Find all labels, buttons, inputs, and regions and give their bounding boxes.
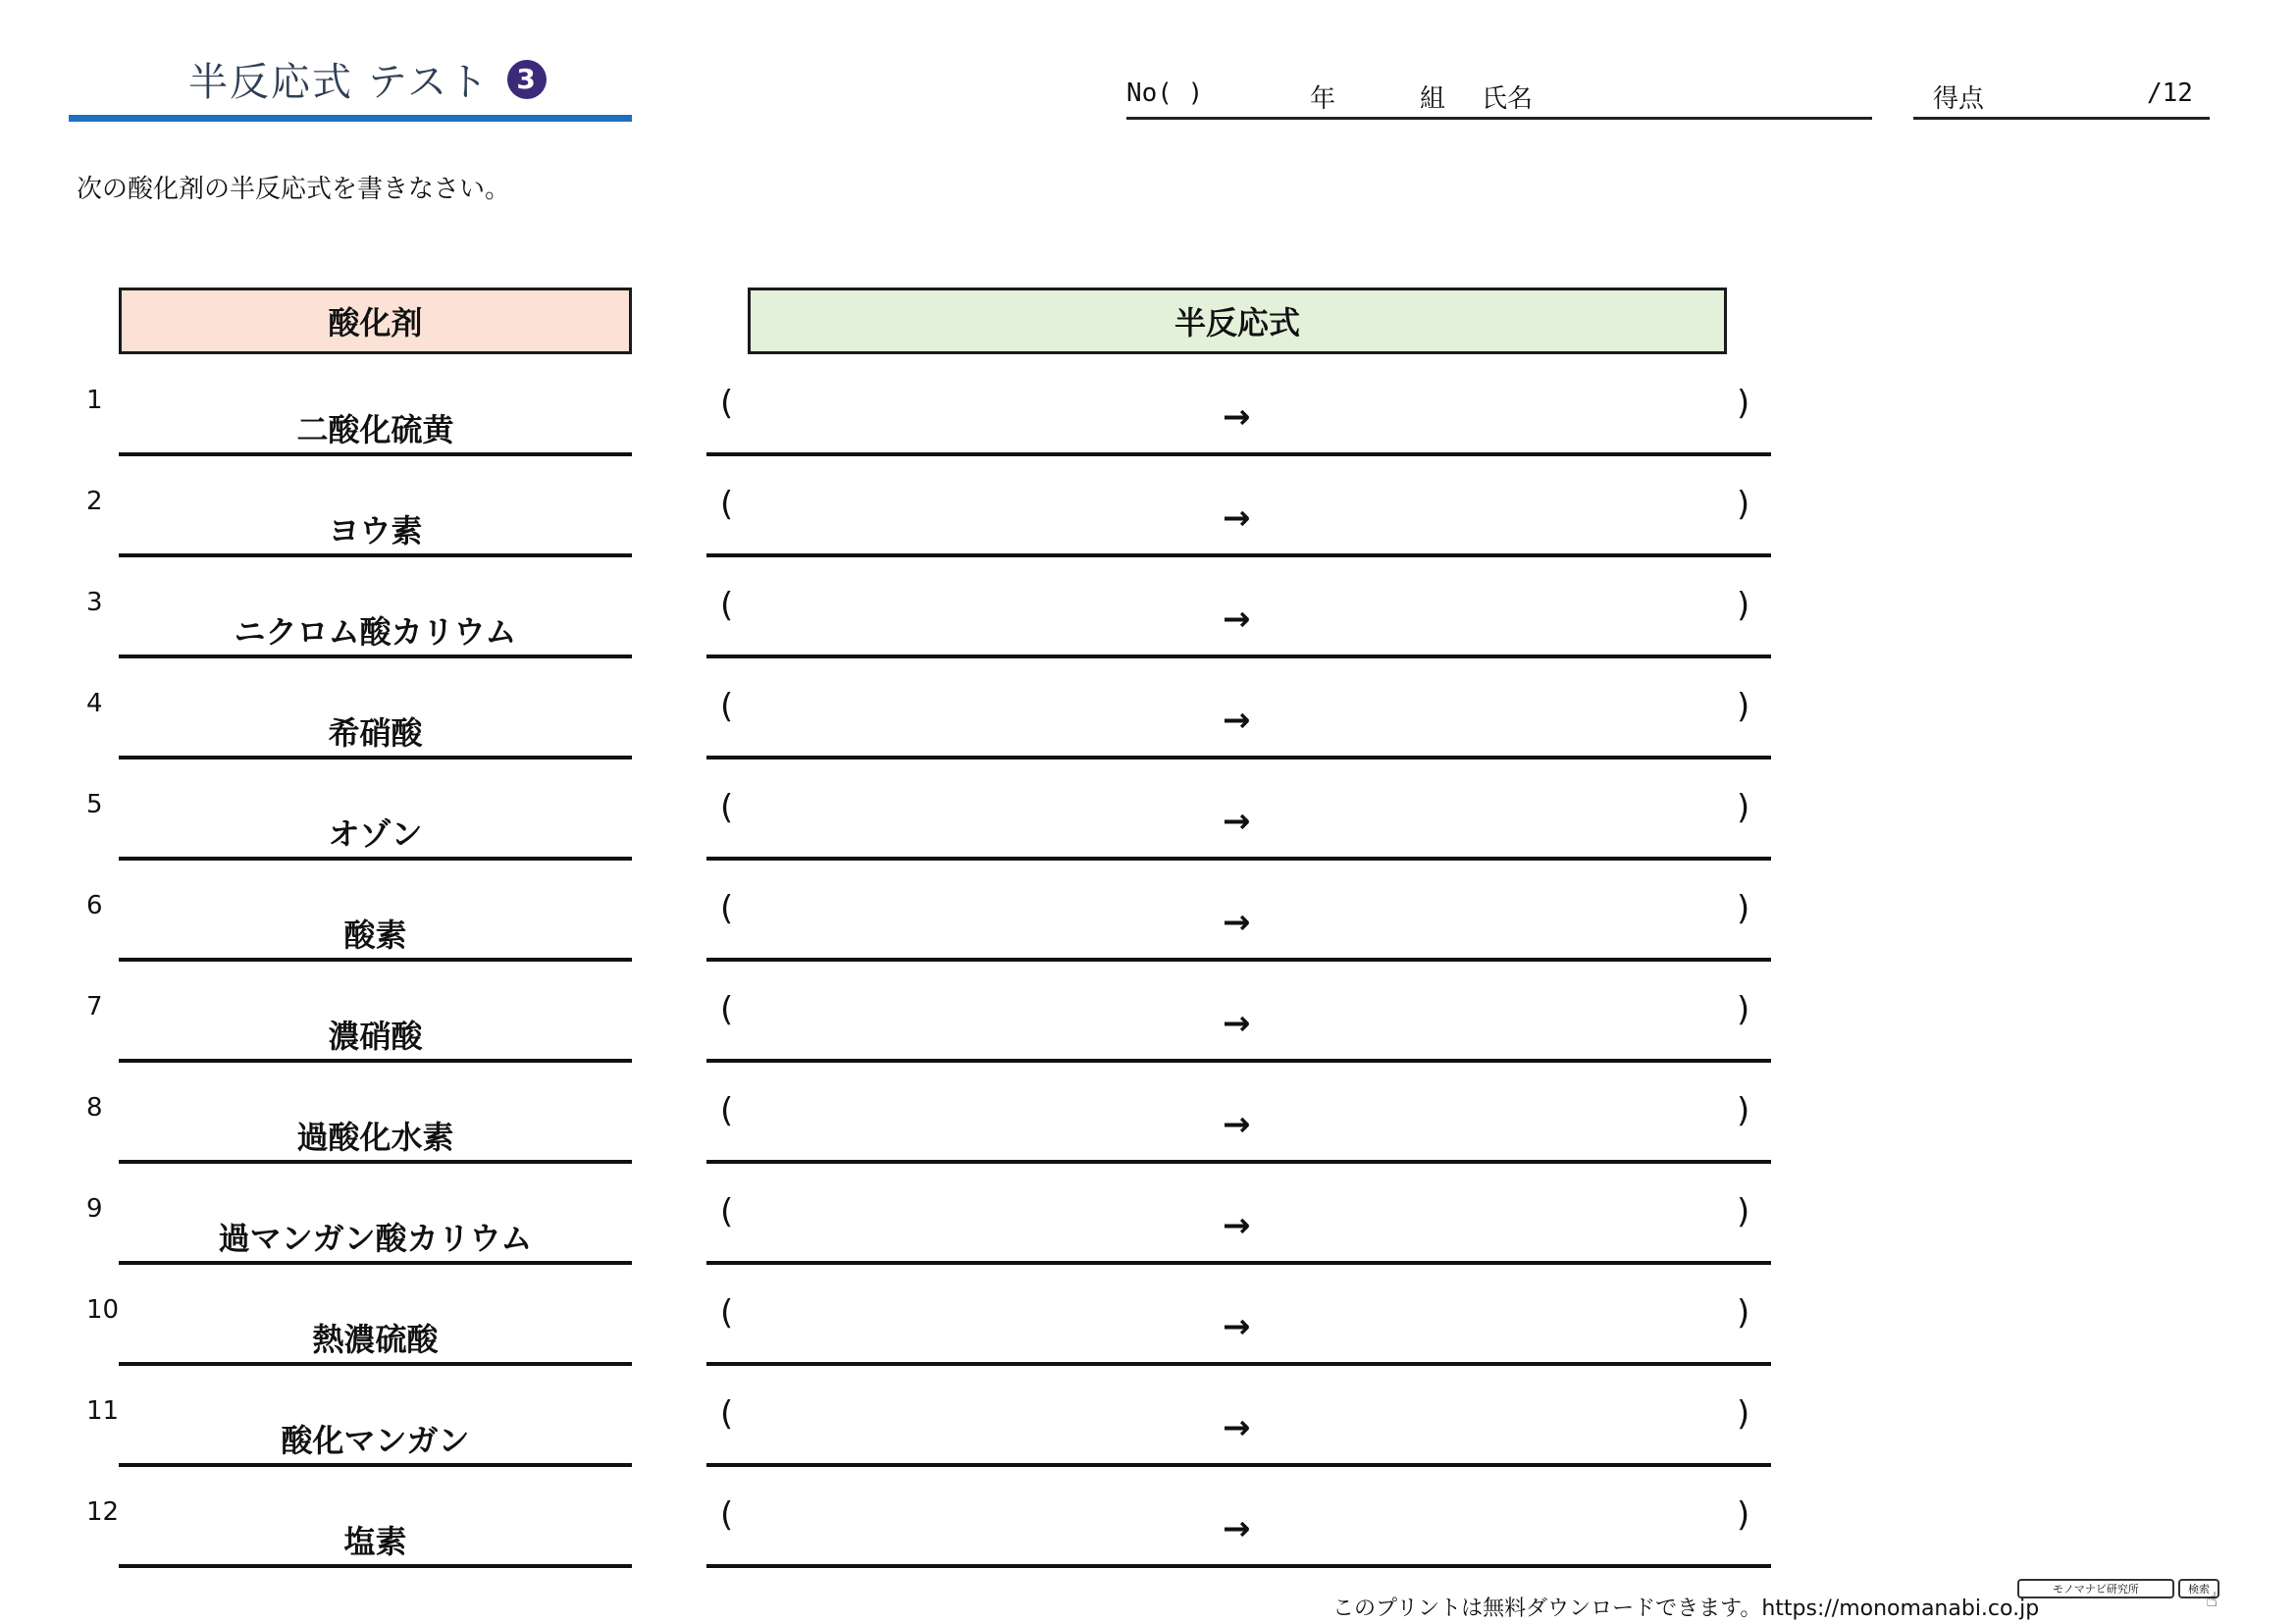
open-paren: ( <box>720 1192 734 1231</box>
oxidizer-column-header: 酸化剤 <box>119 288 632 354</box>
row-number: 9 <box>86 1194 103 1224</box>
title-text: 半反応式 テスト <box>188 60 491 105</box>
arrow-icon: → <box>1223 1206 1251 1245</box>
oxidizer-name: 塩素 <box>343 1523 407 1560</box>
page-title <box>188 51 547 107</box>
oxidizer-underline <box>119 756 632 759</box>
row-number: 3 <box>86 588 103 617</box>
table-row <box>0 487 1786 588</box>
close-paren: ) <box>1737 788 1750 827</box>
open-paren: ( <box>720 384 734 423</box>
arrow-icon: → <box>1223 903 1251 942</box>
close-paren: ) <box>1737 1293 1750 1333</box>
row-number: 6 <box>86 891 103 920</box>
oxidizer-underline <box>119 1564 632 1568</box>
no-label: No( ) <box>1126 79 1204 108</box>
footer-text: このプリントは無料ダウンロードできます。https://monomanabi.co.jp <box>1332 1597 2040 1621</box>
close-paren: ) <box>1737 889 1750 928</box>
oxidizer-name: 熱濃硫酸 <box>312 1321 439 1358</box>
pointer-cursor-icon: ☝ <box>2206 1588 2218 1611</box>
table-row <box>0 891 1786 992</box>
score-total: /12 <box>2147 79 2193 108</box>
oxidizer-underline <box>119 1463 632 1467</box>
answer-line[interactable] <box>706 1362 1771 1366</box>
close-paren: ) <box>1737 384 1750 423</box>
answer-line[interactable] <box>706 857 1771 861</box>
arrow-icon: → <box>1223 802 1251 841</box>
oxidizer-underline <box>119 958 632 962</box>
row-number: 7 <box>86 992 103 1021</box>
oxidizer-underline <box>119 553 632 557</box>
arrow-icon: → <box>1223 600 1251 639</box>
oxidizer-underline <box>119 1261 632 1265</box>
answer-line[interactable] <box>706 452 1771 456</box>
answer-line[interactable] <box>706 1160 1771 1164</box>
table-row <box>0 689 1786 790</box>
oxidizer-underline <box>119 452 632 456</box>
row-number: 10 <box>86 1295 120 1325</box>
open-paren: ( <box>720 1495 734 1535</box>
close-paren: ) <box>1737 1495 1750 1535</box>
answer-line[interactable] <box>706 1261 1771 1265</box>
open-paren: ( <box>720 485 734 524</box>
oxidizer-name: 過マンガン酸カリウム <box>218 1220 533 1257</box>
row-number: 2 <box>86 487 103 516</box>
open-paren: ( <box>720 788 734 827</box>
close-paren: ) <box>1737 586 1750 625</box>
oxidizer-name: 酸化マンガン <box>281 1422 470 1459</box>
answer-line[interactable] <box>706 1463 1771 1467</box>
oxidizer-underline <box>119 1059 632 1063</box>
table-row <box>0 588 1786 689</box>
open-paren: ( <box>720 586 734 625</box>
arrow-icon: → <box>1223 1408 1251 1447</box>
open-paren: ( <box>720 889 734 928</box>
oxidizer-underline <box>119 1362 632 1366</box>
row-number: 1 <box>86 386 103 415</box>
table-row <box>0 992 1786 1093</box>
oxidizer-name: 希硝酸 <box>328 714 423 752</box>
oxidizer-name: ヨウ素 <box>328 512 423 550</box>
oxidizer-underline <box>119 654 632 658</box>
answer-line[interactable] <box>706 1564 1771 1568</box>
answer-line[interactable] <box>706 958 1771 962</box>
instruction-text: 次の酸化剤の半反応式を書きなさい。 <box>77 175 511 204</box>
title-number-badge: 3 <box>507 60 547 99</box>
name-field-line[interactable] <box>1126 117 1872 120</box>
close-paren: ) <box>1737 485 1750 524</box>
score-field-line[interactable] <box>1913 117 2210 120</box>
arrow-icon: → <box>1223 1509 1251 1548</box>
oxidizer-name: オゾン <box>328 815 423 853</box>
oxidizer-name: ニクロム酸カリウム <box>234 613 517 651</box>
oxidizer-underline <box>119 1160 632 1164</box>
oxidizer-name: 二酸化硫黄 <box>296 411 454 448</box>
answer-line[interactable] <box>706 1059 1771 1063</box>
close-paren: ) <box>1737 1192 1750 1231</box>
arrow-icon: → <box>1223 1004 1251 1043</box>
row-number: 12 <box>86 1497 120 1527</box>
table-row <box>0 1295 1786 1396</box>
close-paren: ) <box>1737 990 1750 1029</box>
row-number: 4 <box>86 689 103 718</box>
title-underline <box>69 115 632 122</box>
half-reaction-column-header: 半反応式 <box>748 288 1727 354</box>
table-row <box>0 790 1786 891</box>
answer-line[interactable] <box>706 553 1771 557</box>
table-row <box>0 1093 1786 1194</box>
year-label: 年 <box>1310 84 1336 114</box>
arrow-icon: → <box>1223 1307 1251 1346</box>
class-label: 組 <box>1420 84 1446 114</box>
site-logo: モノマナビ研究所 <box>2017 1579 2174 1598</box>
arrow-icon: → <box>1223 1105 1251 1144</box>
close-paren: ) <box>1737 1091 1750 1130</box>
score-label: 得点 <box>1933 84 1985 114</box>
open-paren: ( <box>720 1293 734 1333</box>
answer-line[interactable] <box>706 654 1771 658</box>
table-row <box>0 1497 1786 1598</box>
table-row <box>0 386 1786 487</box>
search-button[interactable]: 検索 <box>2178 1579 2219 1598</box>
row-number: 8 <box>86 1093 103 1123</box>
close-paren: ) <box>1737 1394 1750 1434</box>
open-paren: ( <box>720 687 734 726</box>
table-row <box>0 1396 1786 1497</box>
open-paren: ( <box>720 1394 734 1434</box>
arrow-icon: → <box>1223 498 1251 538</box>
answer-line[interactable] <box>706 756 1771 759</box>
arrow-icon: → <box>1223 397 1251 437</box>
oxidizer-name: 酸素 <box>343 916 407 954</box>
open-paren: ( <box>720 990 734 1029</box>
name-label: 氏名 <box>1482 84 1534 114</box>
oxidizer-name: 濃硝酸 <box>328 1018 423 1055</box>
oxidizer-name: 過酸化水素 <box>296 1119 454 1156</box>
oxidizer-underline <box>119 857 632 861</box>
table-row <box>0 1194 1786 1295</box>
arrow-icon: → <box>1223 701 1251 740</box>
open-paren: ( <box>720 1091 734 1130</box>
row-number: 11 <box>86 1396 120 1426</box>
row-number: 5 <box>86 790 103 819</box>
close-paren: ) <box>1737 687 1750 726</box>
